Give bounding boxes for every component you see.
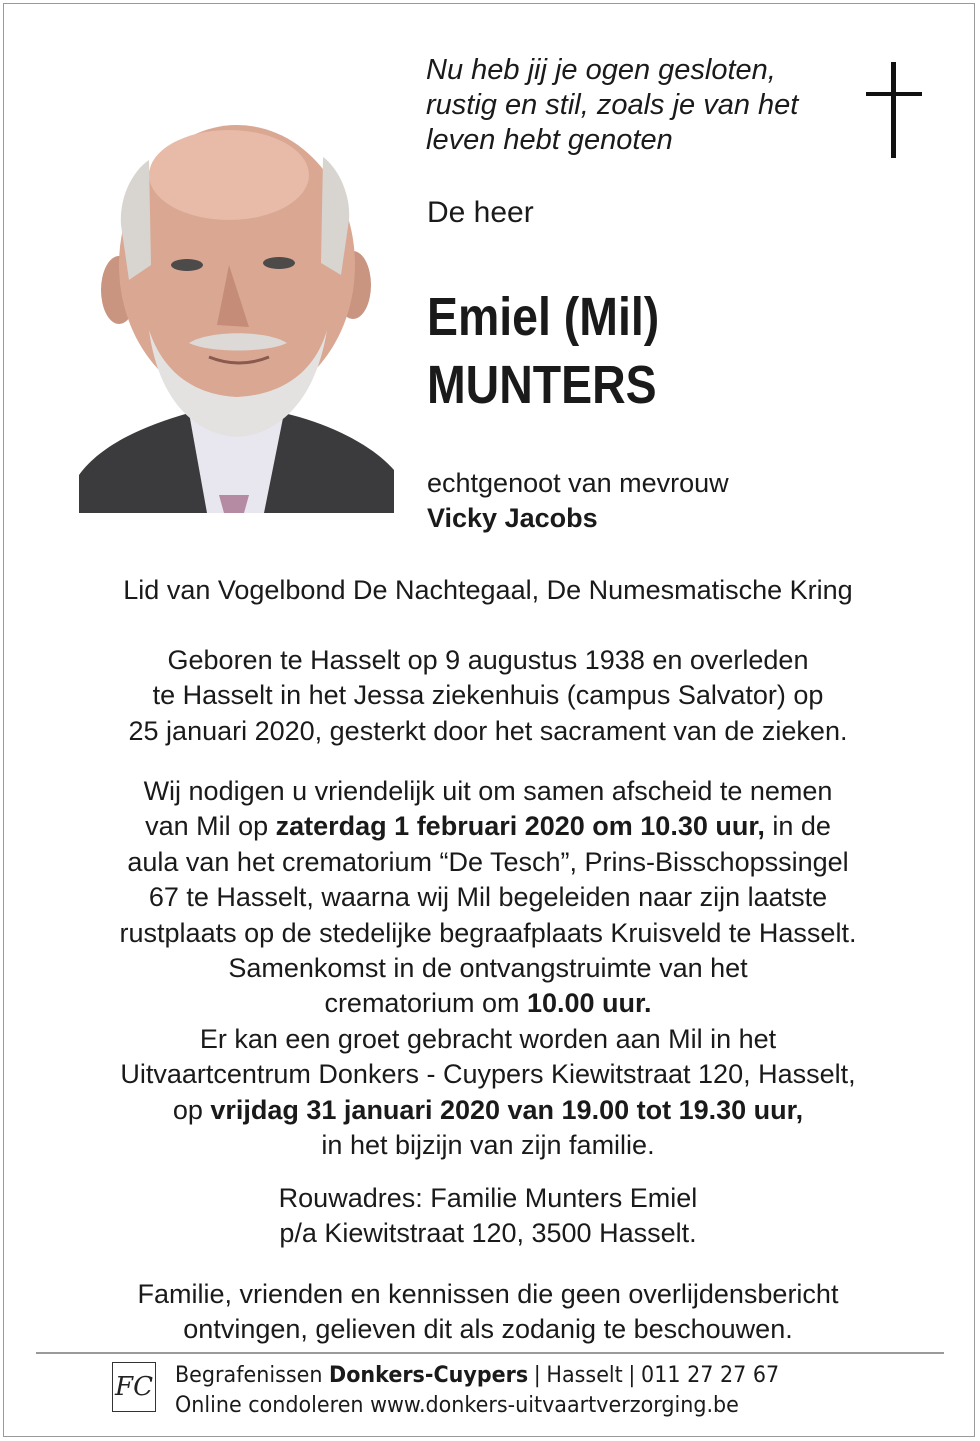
first-name: Emiel (Mil)	[427, 287, 660, 347]
text-line: Samenkomst in de ontvangstruimte van het	[228, 953, 748, 984]
text-line: Familie, vrienden en kennissen die geen overlijdensbericht	[137, 1279, 839, 1309]
honorific: De heer	[427, 196, 534, 229]
text-line: ontvingen, gelieven dit als zodanig te beschouwen.	[183, 1314, 793, 1345]
text-line: Geboren te Hasselt op 9 augustus 1938 en overleden	[167, 645, 809, 675]
company-name: Donkers-Cuypers	[329, 1363, 529, 1388]
mourning-address	[30, 1181, 946, 1252]
footer-line-company: Begrafenissen Donkers-Cuypers | Hasselt | 011 27 27 67	[175, 1363, 780, 1388]
text-line: 25 januari 2020, gesterkt door het sacrament van de zieken.	[128, 715, 848, 746]
spouse-label: echtgenoot van mevrouw	[427, 468, 729, 498]
text-line: rustplaats op de stedelijke begraafplaats Kruisveld te Hasselt.	[119, 917, 857, 948]
text-line: aula van het crematorium “De Tesch”, Prins-Bisschopssingel	[127, 846, 849, 877]
text-line: te Hasselt in het Jessa ziekenhuis (campus Salvator) op	[152, 680, 824, 711]
text-line: 67 te Hasselt, waarna wij Mil begeleiden naar zijn laatste	[148, 882, 828, 913]
company-phone: 011 27 27 67	[641, 1363, 780, 1388]
footer-line-online: Online condoleren www.donkers-uitvaartverzorging.be	[175, 1393, 739, 1418]
text-line: crematorium om 10.00 uur.	[324, 988, 652, 1019]
invitation-paragraph	[30, 774, 946, 1163]
text-line: Er kan een groet gebracht worden aan Mil in het	[199, 1023, 777, 1054]
text-line: van Mil op zaterdag 1 februari 2020 om 10.30 uur, in de	[145, 811, 831, 842]
spouse-name: Vicky Jacobs	[427, 503, 598, 533]
text-line: Wij nodigen u vriendelijk uit om samen afscheid te nemen	[143, 776, 833, 806]
gathering-time: 10.00 uur.	[526, 988, 652, 1019]
ceremony-date: zaterdag 1 februari 2020 om 10.30 uur,	[275, 811, 765, 842]
last-name: MUNTERS	[427, 355, 657, 415]
text-line: p/a Kiewitstraat 120, 3500 Hasselt.	[279, 1218, 697, 1249]
cross-icon	[866, 62, 922, 158]
footer	[175, 1361, 779, 1421]
funeral-home-logo: FC	[112, 1362, 156, 1412]
notice-paragraph	[30, 1277, 946, 1348]
memorial-poem: Nu heb jij je ogen gesloten, rustig en stil, zoals je van het leven hebt genoten	[426, 54, 799, 156]
text-line: in het bijzijn van zijn familie.	[321, 1130, 655, 1161]
visitation-time: vrijdag 31 januari 2020 van 19.00 tot 19.30 uur,	[210, 1094, 804, 1125]
text-line: Rouwadres: Familie Munters Emiel	[278, 1183, 698, 1213]
membership: Lid van Vogelbond De Nachtegaal, De Numesmatische Kring	[123, 575, 853, 605]
portrait-photo	[79, 75, 394, 513]
footer-divider	[36, 1352, 944, 1354]
deceased-name	[427, 283, 659, 419]
company-city: Hasselt	[546, 1363, 623, 1388]
birth-death-paragraph	[30, 643, 946, 749]
text-line: Uitvaartcentrum Donkers - Cuypers Kiewitstraat 120, Hasselt,	[120, 1059, 856, 1090]
text-line: op vrijdag 31 januari 2020 van 19.00 tot 19.30 uur,	[172, 1094, 804, 1125]
